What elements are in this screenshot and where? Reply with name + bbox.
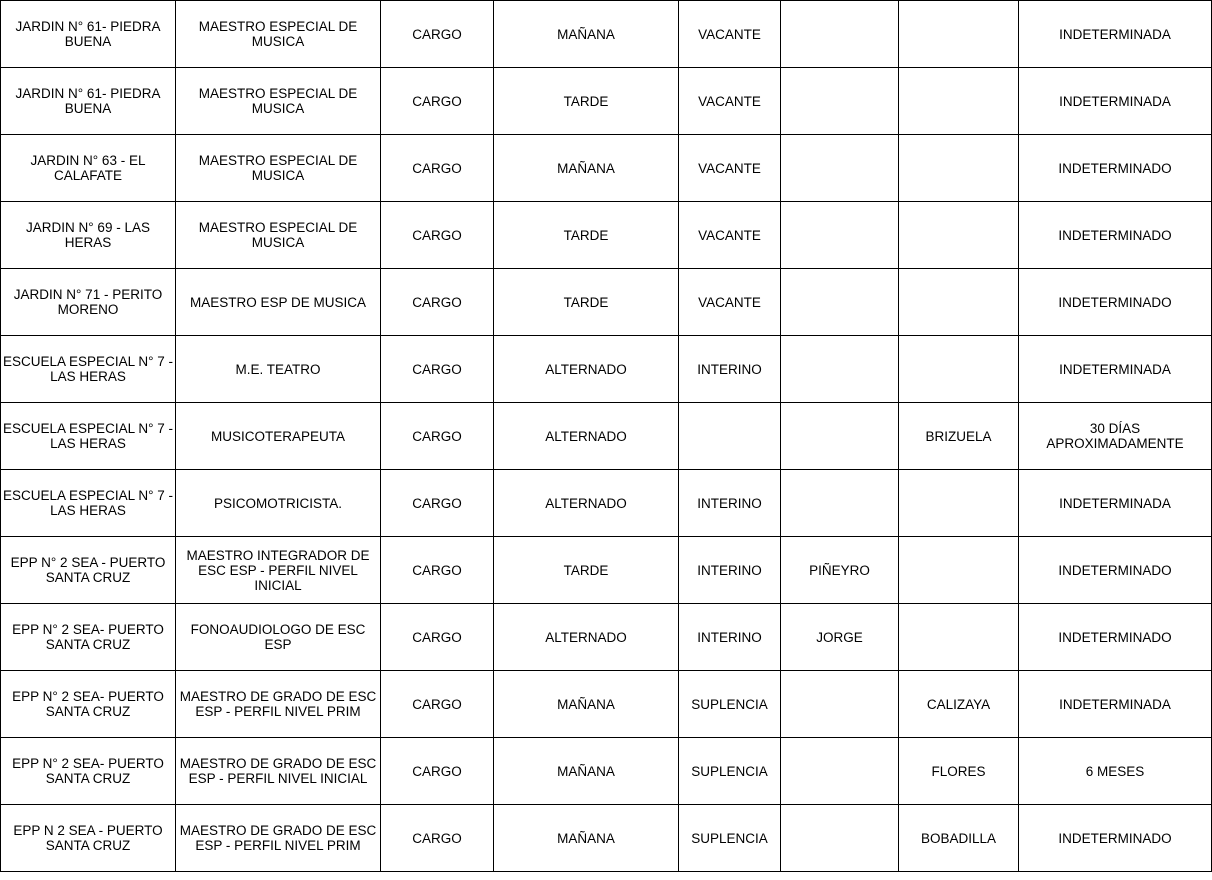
duration-cell: INDETERMINADO xyxy=(1019,135,1212,202)
duration-cell: INDETERMINADA xyxy=(1019,68,1212,135)
name-cell xyxy=(781,68,899,135)
replaced-cell: BRIZUELA xyxy=(899,403,1019,470)
position-cell: MAESTRO ESPECIAL DE MUSICA xyxy=(176,1,381,68)
name-cell: PIÑEYRO xyxy=(781,537,899,604)
name-cell xyxy=(781,738,899,805)
duration-cell: INDETERMINADO xyxy=(1019,805,1212,872)
type-cell: CARGO xyxy=(381,671,494,738)
replaced-cell xyxy=(899,1,1019,68)
position-cell: MUSICOTERAPEUTA xyxy=(176,403,381,470)
table-row xyxy=(1,202,1212,269)
name-cell xyxy=(781,805,899,872)
shift-cell: MAÑANA xyxy=(494,1,679,68)
table-row xyxy=(1,269,1212,336)
type-cell: CARGO xyxy=(381,135,494,202)
type-cell: CARGO xyxy=(381,537,494,604)
duration-cell: INDETERMINADO xyxy=(1019,202,1212,269)
table-row xyxy=(1,68,1212,135)
position-cell: FONOAUDIOLOGO DE ESC ESP xyxy=(176,604,381,671)
name-cell xyxy=(781,671,899,738)
school-cell: JARDIN N° 69 - LAS HERAS xyxy=(1,202,176,269)
name-cell xyxy=(781,269,899,336)
school-cell: EPP N 2 SEA - PUERTO SANTA CRUZ xyxy=(1,805,176,872)
school-cell: JARDIN N° 71 - PERITO MORENO xyxy=(1,269,176,336)
shift-cell: ALTERNADO xyxy=(494,604,679,671)
name-cell xyxy=(781,336,899,403)
replaced-cell xyxy=(899,470,1019,537)
school-cell: ESCUELA ESPECIAL N° 7 - LAS HERAS xyxy=(1,403,176,470)
shift-cell: ALTERNADO xyxy=(494,403,679,470)
replaced-cell xyxy=(899,135,1019,202)
duration-cell: INDETERMINADA xyxy=(1019,336,1212,403)
status-cell: VACANTE xyxy=(679,269,781,336)
table-row xyxy=(1,805,1212,872)
position-cell: MAESTRO ESP DE MUSICA xyxy=(176,269,381,336)
table-row xyxy=(1,470,1212,537)
status-cell: VACANTE xyxy=(679,202,781,269)
school-cell: EPP N° 2 SEA - PUERTO SANTA CRUZ xyxy=(1,537,176,604)
school-cell: ESCUELA ESPECIAL N° 7 - LAS HERAS xyxy=(1,336,176,403)
status-cell: SUPLENCIA xyxy=(679,805,781,872)
type-cell: CARGO xyxy=(381,604,494,671)
position-cell: M.E. TEATRO xyxy=(176,336,381,403)
duration-cell: INDETERMINADO xyxy=(1019,537,1212,604)
school-cell: JARDIN N° 63 - EL CALAFATE xyxy=(1,135,176,202)
shift-cell: TARDE xyxy=(494,68,679,135)
replaced-cell xyxy=(899,202,1019,269)
position-cell: PSICOMOTRICISTA. xyxy=(176,470,381,537)
duration-cell: 30 DÍAS APROXIMADAMENTE xyxy=(1019,403,1212,470)
replaced-cell xyxy=(899,269,1019,336)
position-cell: MAESTRO ESPECIAL DE MUSICA xyxy=(176,202,381,269)
table-row xyxy=(1,604,1212,671)
duration-cell: INDETERMINADA xyxy=(1019,1,1212,68)
status-cell: VACANTE xyxy=(679,1,781,68)
shift-cell: MAÑANA xyxy=(494,738,679,805)
position-cell: MAESTRO DE GRADO DE ESC ESP - PERFIL NIVEL INICIAL xyxy=(176,738,381,805)
table-row xyxy=(1,403,1212,470)
table-row xyxy=(1,336,1212,403)
type-cell: CARGO xyxy=(381,470,494,537)
shift-cell: MAÑANA xyxy=(494,135,679,202)
status-cell: SUPLENCIA xyxy=(679,671,781,738)
shift-cell: ALTERNADO xyxy=(494,470,679,537)
shift-cell: MAÑANA xyxy=(494,671,679,738)
position-cell: MAESTRO ESPECIAL DE MUSICA xyxy=(176,135,381,202)
table-body xyxy=(1,1,1212,872)
table-row xyxy=(1,135,1212,202)
status-cell: INTERINO xyxy=(679,470,781,537)
duration-cell: 6 MESES xyxy=(1019,738,1212,805)
school-cell: JARDIN N° 61- PIEDRA BUENA xyxy=(1,1,176,68)
type-cell: CARGO xyxy=(381,68,494,135)
status-cell: INTERINO xyxy=(679,336,781,403)
replaced-cell xyxy=(899,68,1019,135)
table-row xyxy=(1,738,1212,805)
position-cell: MAESTRO ESPECIAL DE MUSICA xyxy=(176,68,381,135)
replaced-cell xyxy=(899,537,1019,604)
duration-cell: INDETERMINADO xyxy=(1019,269,1212,336)
position-cell: MAESTRO DE GRADO DE ESC ESP - PERFIL NIVEL PRIM xyxy=(176,805,381,872)
type-cell: CARGO xyxy=(381,403,494,470)
shift-cell: ALTERNADO xyxy=(494,336,679,403)
status-cell: VACANTE xyxy=(679,68,781,135)
replaced-cell: BOBADILLA xyxy=(899,805,1019,872)
name-cell xyxy=(781,403,899,470)
status-cell: SUPLENCIA xyxy=(679,738,781,805)
table-row xyxy=(1,671,1212,738)
type-cell: CARGO xyxy=(381,738,494,805)
replaced-cell xyxy=(899,336,1019,403)
name-cell xyxy=(781,1,899,68)
duration-cell: INDETERMINADA xyxy=(1019,470,1212,537)
name-cell xyxy=(781,202,899,269)
duration-cell: INDETERMINADA xyxy=(1019,671,1212,738)
school-cell: EPP N° 2 SEA- PUERTO SANTA CRUZ xyxy=(1,671,176,738)
name-cell xyxy=(781,135,899,202)
replaced-cell xyxy=(899,604,1019,671)
status-cell xyxy=(679,403,781,470)
type-cell: CARGO xyxy=(381,336,494,403)
replaced-cell: FLORES xyxy=(899,738,1019,805)
position-cell: MAESTRO DE GRADO DE ESC ESP - PERFIL NIVEL PRIM xyxy=(176,671,381,738)
name-cell: JORGE xyxy=(781,604,899,671)
type-cell: CARGO xyxy=(381,269,494,336)
type-cell: CARGO xyxy=(381,1,494,68)
duration-cell: INDETERMINADO xyxy=(1019,604,1212,671)
position-cell: MAESTRO INTEGRADOR DE ESC ESP - PERFIL NIVEL INICIAL xyxy=(176,537,381,604)
shift-cell: TARDE xyxy=(494,202,679,269)
shift-cell: MAÑANA xyxy=(494,805,679,872)
type-cell: CARGO xyxy=(381,805,494,872)
shift-cell: TARDE xyxy=(494,269,679,336)
status-cell: INTERINO xyxy=(679,537,781,604)
status-cell: INTERINO xyxy=(679,604,781,671)
table-row xyxy=(1,1,1212,68)
status-cell: VACANTE xyxy=(679,135,781,202)
school-cell: EPP N° 2 SEA- PUERTO SANTA CRUZ xyxy=(1,604,176,671)
school-cell: EPP N° 2 SEA- PUERTO SANTA CRUZ xyxy=(1,738,176,805)
replaced-cell: CALIZAYA xyxy=(899,671,1019,738)
type-cell: CARGO xyxy=(381,202,494,269)
shift-cell: TARDE xyxy=(494,537,679,604)
name-cell xyxy=(781,470,899,537)
school-cell: JARDIN N° 61- PIEDRA BUENA xyxy=(1,68,176,135)
table-row xyxy=(1,537,1212,604)
school-cell: ESCUELA ESPECIAL N° 7 - LAS HERAS xyxy=(1,470,176,537)
